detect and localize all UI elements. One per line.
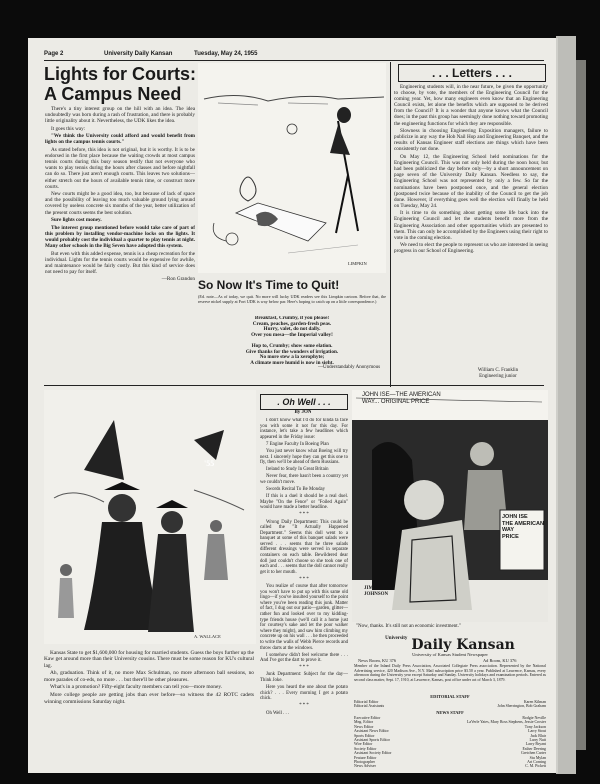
paper-name: University Daily Kansan [104, 51, 173, 57]
ise-sign-top: JOHN ISE—THE AMERICAN WAY... ORIGINAL PRICE [362, 392, 441, 405]
staff-name: Larry Bryant [525, 742, 546, 747]
quit-headline: So Now It's Time to Quit! [198, 278, 340, 292]
staff-role: Sports Editor [354, 733, 375, 738]
ohwell-paragraph: * * * [299, 665, 309, 671]
letter-paragraph: It is time to do something about getting some life back into the Engineering Council and let the students benefit more from the Engineering Association and other opportunities which are presented to them. This can only be accomplished by the Engineers using their right to vote in the coming election. [394, 210, 548, 241]
staff-name: Karen Kilman [523, 700, 546, 704]
ohwell-headline: . Oh Well . . . [260, 394, 348, 410]
wallace-signature: A. WALLACE [194, 634, 221, 639]
quit-verse [198, 316, 386, 364]
lights-paragraph: The interest group mentioned before would take care of part of this problem by installing vendor-machine locks on the lights. It would probably cost the individual a quarter to play tennis at night. Many other schools in the Big Seven have adopted this system. [45, 224, 195, 249]
staff-name: Larry Nutt [529, 738, 546, 743]
staff-name: Rodgie Neville [522, 716, 546, 720]
limpkin-cartoon [198, 63, 386, 273]
ohwell-paragraph: * * * [299, 703, 309, 709]
page-number: Page 2 [44, 51, 64, 57]
ise-sign-side: JOHN ISE THE AMERICAN WAY PRICE [502, 514, 544, 540]
staff-name: Gretchen Carter [521, 751, 546, 756]
section-rule [44, 385, 544, 386]
short-item: Ah, graduation. Think of it, no more Max Schulman, no more afternoon ball sessions, no more parades of co-eds, no more . . . but there'll be other pleasures. [44, 670, 254, 683]
staff-role: Editorial Assistants [354, 704, 385, 709]
header-rule [44, 60, 544, 61]
letters-signature [458, 368, 538, 380]
page-edge-shadow [576, 60, 586, 750]
staff-role: Mng. Editor [354, 720, 374, 725]
ohwell-paragraph: * * * [299, 576, 309, 582]
limpkin-drawing [198, 63, 386, 273]
ohwell-paragraph: You realize of course that after tomorrow you won't have to put up with this same old lingo—if you've insulted yourself to the point where you've been reading this junk. Matter of fact, I dug out our patio—garden, glitter—rather fun and looked over to my kidding-type friends house (we'll call it a home just for courtesy's sake and let the poor walker where they might), and saw him climbing my concrete up on his wall . . . he then proceeded to write the walls of Webb Pierce records and throw darts at the windows. [260, 584, 348, 651]
ohwell-column [260, 418, 348, 758]
staff-role: Photographer [354, 760, 375, 765]
staff-row [354, 704, 546, 708]
letters-author-title: Engineering junior [479, 374, 517, 379]
news-room: News Room, KU 376 [358, 658, 397, 663]
short-item: What's in a promotion? Fifty-eight faculty members can tell you—more money. [50, 684, 223, 691]
staff-name: C. M. Pickett [525, 764, 546, 769]
staff-role: Assistant Sports Editor [354, 738, 390, 743]
lights-headline [44, 64, 196, 104]
wallace-drawing [44, 390, 256, 644]
staff-name: Larry Stout [528, 729, 546, 734]
staff-name: Jack Blair [530, 733, 546, 738]
verse-line: No more stew a la xerophyte; [259, 354, 325, 361]
lights-paragraph: There's a tiny interest group on the hill with an idea. The idea undoubtedly was born during a rash of frustration, and there is probably little originality about it. Nevertheless, the UDK likes the idea. [45, 106, 195, 125]
lights-paragraph: But even with this added expense, tennis is a cheap recreation for the individual. Lights for the tennis courts would be expensive for awhile, and maintenance would be fairly costly. But this kind of service does not need to pay for itself. [45, 250, 195, 275]
page-header [44, 51, 549, 60]
masthead-subtitle: University of Kansas Student Newspaper [412, 652, 488, 657]
short-item: Kansas State to get $1,600,000 for housing for married students. Guess the boys further up the Kaw get around more than their University cousins. There must be some reason for KU's cultural lag. [44, 650, 254, 669]
staff-role: Executive Editor [354, 716, 381, 720]
ohwell-paragraph: Junk Department: Subject for the day—Think Joke. [260, 672, 348, 684]
staff-role: Editorial Editor [354, 700, 379, 704]
lights-paragraph: As stated before, this idea is not original, but it is worthy. It is to be endorsed in the first place because the waiting crowds at most campus tennis courts during this busy season testify that not everyone who wants to play tennis during the hours after classes and before nightfall can do so. There just aren't enough courts. This leaves two solutions—either stretch out the hours of available tennis time, or construct more courts. [45, 147, 195, 190]
ohwell-paragraph: Oh Well . . . [266, 710, 290, 716]
verse-line: A climate more humid is now in sight. [250, 359, 334, 364]
staff-role: News Editor [354, 724, 374, 729]
staff-name: Tony Jackson [524, 724, 546, 729]
staff-name: John Sherrington, Bob Graham [497, 704, 546, 709]
ohwell-paragraph: Ireland to Study In Great Britain [266, 467, 329, 473]
lights-signature: —Ron Grandon [161, 276, 195, 283]
ohwell-paragraph: Swords Recital To Be Monday [266, 487, 325, 493]
ise-signature: JIM JOHNSON [364, 586, 389, 597]
ohwell-paragraph: Here you heard the one about the potato chick? . . . Every morning I get a potato chick. [260, 685, 348, 702]
page-edge [556, 36, 576, 774]
issue-date: Tuesday, May 24, 1955 [194, 51, 258, 57]
ohwell-paragraph: I somehow didn't feel welcome there . . . And I've got the dart to prove it. [260, 652, 348, 664]
verse-line: Over you mesa—the Imperial valley! [251, 331, 333, 338]
ise-caption: "Now, thanks. It's still not an economic investment." [356, 624, 461, 629]
staff-role: Feature Editor [354, 755, 377, 760]
short-item: More college people are getting jobs than ever before—so witness the 42 ROTC cadets winning commissions Saturday night. [44, 692, 254, 705]
staff-name: Stu Mylan [529, 755, 546, 760]
staff-name: LaVerle Yates, Mary Ross Stephens, Jessie Crosier [467, 720, 546, 725]
letters-author: William C. Franklin [477, 368, 519, 373]
lights-paragraph: It goes this way: [51, 125, 86, 132]
editorial-staff-heading: EDITORIAL STAFF [430, 694, 470, 699]
lights-editorial [45, 106, 195, 352]
staff-name: Art Corning [527, 760, 546, 765]
letter-paragraph: Engineering students will, in the near future, be given the opportunity to choose, by vote, the members of the Engineering Council for the coming year. Yet, how many engineers even know that an Engineering Council exists, let alone the benefits which are supposed to be derived from the Council? It is a wonder that anyone knows what the Council does; in the past this group has seemingly done nothing toward promoting the engineering functions for which they are responsible. [394, 84, 548, 127]
limpkin-signature: LIMPKIN [348, 261, 367, 266]
lights-headline-line2: A Campus Need [44, 84, 182, 104]
lights-headline-line1: Lights for Courts: [44, 64, 196, 84]
staff-role: Assistant News Editor [354, 729, 389, 734]
verse-line: Give thanks for the wonders of irrigation. [245, 348, 339, 355]
news-staff-heading: NEWS STAFF [436, 710, 464, 715]
ad-room: Ad Room, KU 376 [483, 658, 517, 663]
pennant-text: '55 [204, 459, 215, 468]
ohwell-paragraph: You just never know what Boeing will try next. I sincerely hope they can get this one to fly, then we'll be ahead of them Russians. [260, 448, 348, 466]
quit-signature: —Understandably Anonymous [318, 365, 381, 370]
letter-paragraph: On May 12, the Engineering School held nominations for the Engineering Council. This was not only held during the noon hour, but had been publicized the day before only—by a short announcement on page seven of the University Daily Kansan. Needless to say, the Engineering School was not represented by only a few. So far the nominations have been postponed once, and the general election (postponed twice because of the inability of the Council to get the job done. However, if everything goes well the election will finally be held on Tuesday, May 24. [394, 154, 548, 209]
ohwell-paragraph: Never fear, there hasn't been a country yet we couldn't move. [260, 474, 348, 485]
ohwell-paragraph: If this is a duel it should be a real duel. Maybe "On the Fence" or "Foiled Again" would have made a better headline. [260, 494, 348, 511]
ohwell-paragraph: Wrong Daily Department: This could be called the "It Actually Happened Department." Seems this doll went to a banquet at some of this banquet salads were served . . . seems that he three salads different dressings were served in separate containers on each table. Bewildered dear doll just couldn't choose so she took one of each and . . . seems that the doll cannot really get it to her mouth. [260, 519, 348, 575]
lights-paragraph: Sure lights cost money. [51, 217, 102, 224]
editorial-shorts [44, 650, 254, 760]
masthead-prefix: University [385, 636, 408, 641]
letters-headline: . . . Letters . . . [398, 64, 546, 82]
newspaper-page [28, 38, 556, 773]
lights-quote: "We think the University could afford and would benefit from lights on the campus tennis courts." [45, 133, 195, 146]
verse-line: Cream, peaches, garden-fresh peas. [252, 320, 332, 327]
editorial-staff-list [354, 700, 546, 709]
masthead-name: Daily Kansan [411, 637, 515, 653]
letters-body [394, 84, 548, 362]
column-rule [390, 62, 391, 387]
staff-role: Wire Editor [354, 742, 373, 747]
letter-paragraph: Slowness in choosing Engineering Exposition managers, failure to publicize in any way the Hob Nail Hop and Engineering Banquet, and the results of Kansas Engineer staff elections are things which have been consistently not done. [394, 128, 548, 153]
verse-line: Hop to, Crumby; show some elation. [251, 342, 333, 349]
masthead-body: Member of the Inland Daily Press Association, Associated Collegiate Press association. Represented by the National Advertising service, 420 Madison Ave., N.Y. Mail subscription price $3.50 a year. Published at Lawrence, Kansas, every afternoon during the University year except Saturday and Sunday. University holidays and examination periods. Entered as second class matter, Sept. 17, 1910, at Lawrence, Kansas, post office under act of March 3, 1879. [354, 664, 546, 682]
letter-paragraph: We need to elect the people to represent us who are interested in seeing progress in our School of Engineering. [394, 242, 548, 255]
lights-paragraph: New courts might be a good idea, too, but because of lack of space and the possibility of leaving too much valuable ground lying around covered by useless concrete six months of the year, better utilization of the present courts seems the best solution. [45, 191, 195, 216]
verse-line: Breakfast, Crumby, if you please! [254, 316, 330, 321]
ohwell-paragraph: I don't know what I'd do for kinda ta face you with some it not for this day. For instance, let's take a few headlines which appeared in the Friday issue: [260, 418, 348, 440]
staff-role: News Adviser [354, 764, 376, 769]
verse-line: Hurry, valet, do not dally. [263, 326, 321, 333]
staff-row [354, 764, 546, 768]
ohwell-byline: By JON [294, 410, 312, 415]
ohwell-paragraph: 7 Engine Faculty In Boeing Plan [266, 441, 329, 447]
staff-role: Assistant Society Editor [354, 751, 392, 756]
wallace-cartoon [44, 390, 256, 644]
staff-name: Esther Deering [522, 746, 546, 751]
news-staff-list [354, 716, 546, 769]
ise-cartoon [352, 390, 548, 622]
ohwell-paragraph: * * * [299, 512, 309, 518]
quit-editor-note: (Ed. note—As of today, we quit. No more will lucky UDK readers see this Limpkin cartoon. Before that, the reserve nickel supply at Fort UDK is way below par. Here's hoping to catch up on a little correspondence.) [198, 294, 386, 304]
staff-role: Society Editor [354, 746, 377, 751]
